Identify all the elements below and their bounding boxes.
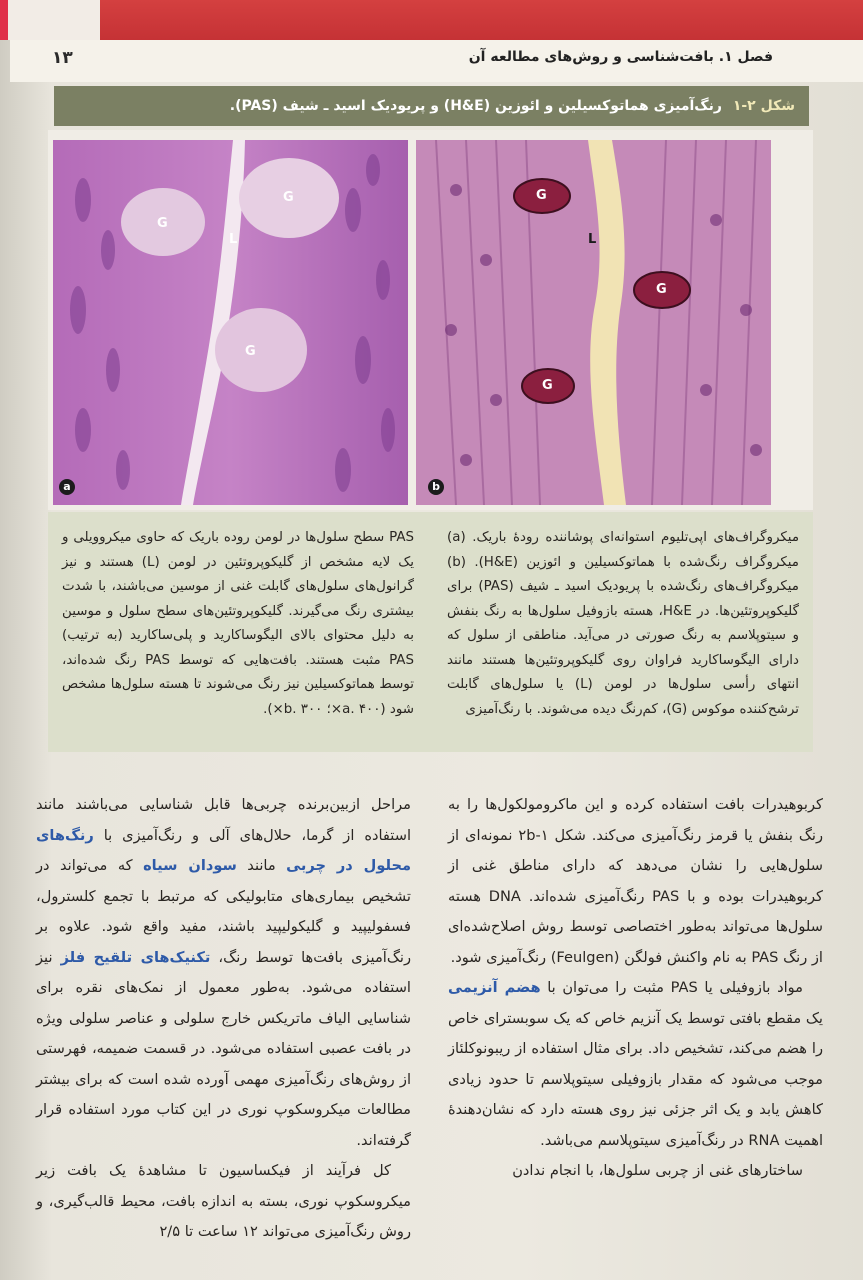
page-corner — [0, 0, 100, 40]
figure-title: رنگ‌آمیزی هماتوکسیلین و ائوزین (H&E) و پریودیک اسید ـ شیف (PAS). — [229, 98, 722, 114]
text-run: یک مقطع بافتی توسط یک آنزیم خاص که یک سوبسترای خاص را هضم می‌کند، تشخیص داد. برای مثال استفاده از ریبونوکلئاز موجب می‌شود که مقدار بازوفیلی سیتوپلاسم تا حدود زیادی کاهش یابد و یک اثر جزئی نیز روی هسته دارد که نشان‌دهندهٔ اهمیت RNA در رنگ‌آمیزی سیتوپلاسم می‌باشد. — [448, 1009, 823, 1149]
text-run: مواد بازوفیلی یا PAS مثبت را می‌توان با — [540, 979, 803, 996]
text-run: مانند — [236, 857, 287, 874]
key-term: رنگ‌های محلول در چربی — [36, 826, 412, 874]
legend-right-column: میکروگراف‌های اپی‌تلیوم استوانه‌ای پوشاننده رودهٔ باریک. (a) میکروگراف رنگ‌شده با هماتوکسیلین و ائوزین (H&E). (b) میکروگراف‌های رنگ‌شده با پریودیک اسید ـ شیف (PAS) برای گلیکوپروتئین‌ها. در H&E، هسته بازوفیل سلول‌ها به رنگ بنفش و سیتوپلاسم به رنگ صورتی در می‌آید. مناطقی از سلول که دارای الیگوساکارید فراوان روی گلیکوپروتئین‌ها هستند مانند انتهای رأسی سلول‌ها در لومن (L) یا سلول‌های گابلت ترشح‌کننده موکوس (G)، کم‌رنگ دیده می‌شوند. با رنگ‌آمیزی — [447, 530, 799, 717]
panel-letter-b: b — [428, 479, 444, 495]
he-stain-image — [53, 140, 408, 505]
body-left-column — [36, 790, 411, 1248]
text-run: مراحل ازبین‌برنده چربی‌ها قابل شناسایی می‌باشند مانند استفاده از گرما، حلال‌های آلی و رنگ‌آمیزی با — [36, 796, 411, 844]
paragraph: کربوهیدرات بافت استفاده کرده و این ماکرومولکول‌ها را به رنگ بنفش یا قرمز رنگ‌آمیزی می‌کند. شکل ۲b-۱ نمونه‌ای از سلول‌هایی را نشان می‌دهد که دارای مناطق غنی از کربوهیدرات بوده و با PAS رنگ‌آمیزی شده‌اند. DNA هسته سلول‌ها می‌تواند به‌طور اختصاصی توسط روش اصلاح‌شده‌ای از رنگ PAS به نام واکنش فولگن (Feulgen) رنگ‌آمیزی شود. — [448, 796, 823, 966]
pas-stain-image — [416, 140, 771, 505]
key-term: سودان سیاه — [143, 857, 237, 874]
text-run: نیز استفاده می‌شود. به‌طور معمول از نمک‌های نقره برای شناسایی الیاف ماتریکس خارج سلولی و عناصر سلولی ویژه در بافت عصبی استفاده می‌شود. در قسمت ضمیمه، فهرستی از روش‌های رنگ‌آمیزی مهمی آورده شده است که برای بیشتر مطالعات میکروسکوپ نوری در این کتاب مورد استفاده قرار گرفته‌اند. — [36, 948, 411, 1149]
body-right-column — [448, 790, 823, 1187]
key-term: هضم آنزیمی — [448, 979, 541, 996]
micrograph-he — [53, 140, 408, 505]
text-run: که می‌تواند در تشخیص بیماری‌های متابولیکی که مرتبط با تجمع کلسترول، فسفولیپید و گلیکولیپید باشند، مفید واقع شود. علاوه بر رنگ‌آمیزی بافت‌ها توسط رنگ، — [36, 857, 412, 966]
goblet-cell-label: G — [157, 216, 168, 231]
goblet-cell-label: G — [283, 190, 294, 205]
legend-left-column: PAS سطح سلول‌ها در لومن روده باریک که حاوی میکروویلی و یک لایه مشخص از گلیکوپروتئین در لومن (L) هستند و نیز گرانول‌های سلول‌های گابلت غنی از موسین می‌باشند، با شدت بیشتری رنگ می‌گیرند. گلیکوپروتئین‌های سطح سلول و موسین به دلیل محتوای بالای الیگوساکارید و پلی‌ساکارید (به ترتیب) PAS مثبت هستند. بافت‌هایی که توسط PAS رنگ شده‌اند، توسط هماتوکسیلین نیز رنگ می‌شوند تا هسته سلول‌ها مشخص شود (a. ۴۰۰×؛ b. ۳۰۰×). — [62, 530, 415, 717]
lumen-label: L — [588, 232, 597, 247]
panel-letter-a: a — [59, 479, 75, 495]
goblet-cell-label: G — [536, 188, 547, 203]
page-number: ۱۳ — [52, 48, 73, 68]
paragraph — [448, 973, 823, 1156]
figure-caption-bar — [54, 86, 809, 126]
paragraph — [36, 790, 411, 1156]
goblet-cell-label: G — [245, 344, 256, 359]
micrograph-pas — [416, 140, 771, 505]
figure-legend — [48, 512, 813, 752]
figure-panels — [48, 130, 813, 510]
goblet-cell-label: G — [542, 378, 553, 393]
paragraph: کل فرآیند از فیکساسیون تا مشاهدهٔ یک بافت زیر میکروسکوپ نوری، بسته به اندازه بافت، محیط قالب‌گیری، و روش رنگ‌آمیزی می‌تواند ۱۲ ساعت تا ۲/۵ — [36, 1162, 411, 1240]
paragraph: ساختارهای غنی از چربی سلول‌ها، با انجام ندادن — [512, 1162, 803, 1179]
red-top-strip — [0, 0, 863, 40]
lumen-label: L — [229, 232, 238, 247]
figure-label: شکل ۲-۱ — [732, 98, 795, 114]
key-term: تکنیک‌های تلقیح فلز — [60, 948, 211, 966]
running-title: فصل ۱. بافت‌شناسی و روش‌های مطالعه آن — [468, 49, 773, 65]
goblet-cell-label: G — [656, 282, 667, 297]
